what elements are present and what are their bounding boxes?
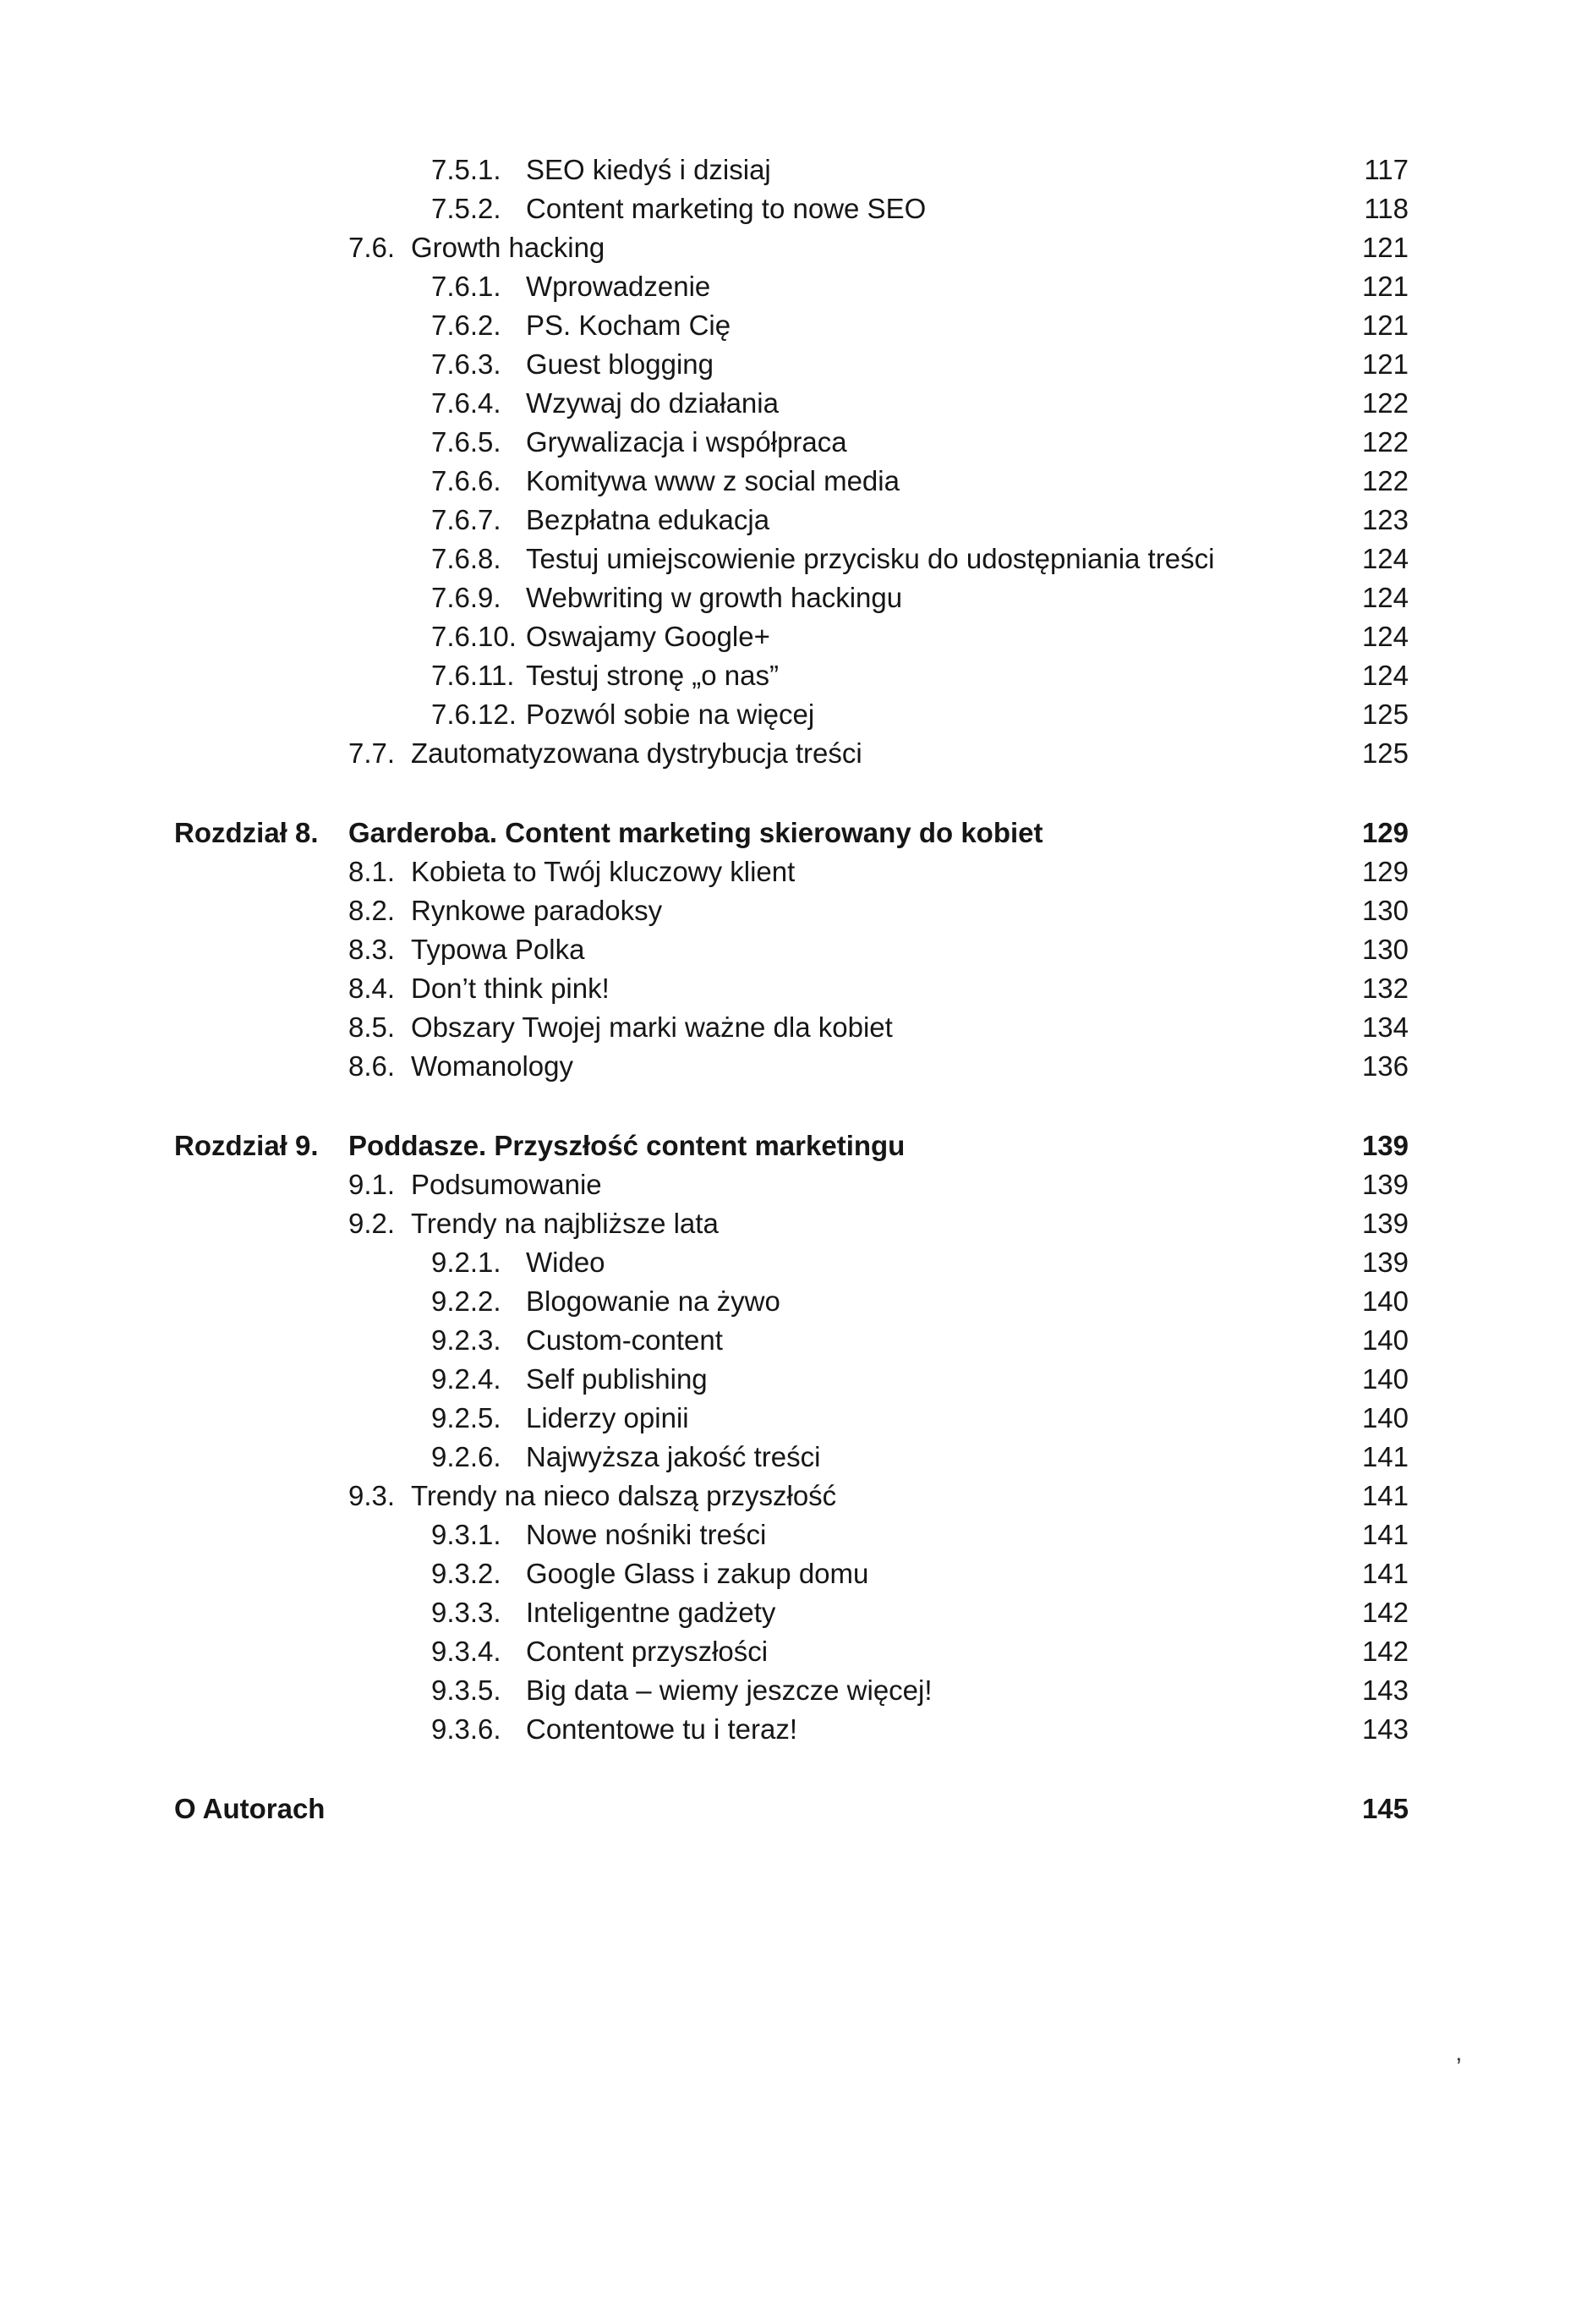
entry-number: 7.6.1. [431,271,501,302]
toc-row [174,1165,1409,1204]
entry-number: 9.2.5. [431,1402,501,1433]
entry-title: Grywalizacja i współpraca [526,426,847,458]
entry-number: 8.5. [348,1011,396,1043]
toc-row [174,1399,1409,1438]
entry-title: Liderzy opinii [526,1402,689,1433]
toc-row [174,1477,1409,1516]
toc-row [174,384,1409,423]
toc-row [174,734,1409,773]
toc-row [174,1321,1409,1360]
entry-page-number: 141 [1361,1519,1409,1550]
entry-title: Womanology [411,1050,573,1082]
toc-row [174,1438,1409,1477]
toc-row [174,1008,1409,1047]
toc-row [174,1126,1409,1165]
entry-page-number: 122 [1361,426,1409,458]
toc-row [174,151,1409,189]
entry-title: Typowa Polka [411,934,585,965]
entry-number: 7.6. [348,232,396,263]
entry-number: 9.3.1. [431,1519,501,1550]
entry-number: 9.3.2. [431,1558,501,1589]
toc-row [174,1204,1409,1243]
entry-number: 8.6. [348,1050,396,1082]
entry-number: 7.6.8. [431,543,501,574]
toc-row [174,501,1409,540]
entry-number: 9.3.5. [431,1674,501,1706]
entry-page-number: 122 [1361,387,1409,419]
entry-title: Contentowe tu i teraz! [526,1713,798,1745]
entry-number: 7.6.10. [431,621,517,652]
entry-number: 7.6.2. [431,310,501,341]
entry-title: Wideo [526,1247,605,1278]
stray-mark: ’ [1456,2053,1462,2081]
entry-title: Content marketing to nowe SEO [526,193,927,224]
entry-page-number: 140 [1361,1324,1409,1356]
entry-number: 7.6.12. [431,699,517,730]
toc-row [174,891,1409,930]
entry-page-number: 142 [1361,1597,1409,1628]
entry-number: 7.6.11. [431,660,515,691]
entry-page-number: 140 [1361,1285,1409,1317]
toc-row [174,930,1409,969]
entry-page-number: 121 [1361,310,1409,341]
entry-title: Big data – wiemy jeszcze więcej! [526,1674,933,1706]
entry-page-number: 124 [1361,543,1409,574]
entry-title: Webwriting w growth hackingu [526,582,903,613]
entry-number: 9.1. [348,1169,396,1200]
toc-row [174,1047,1409,1086]
entry-number: Rozdział 9. [174,1130,319,1161]
entry-title: Bezpłatna edukacja [526,504,770,535]
entry-number: 7.6.7. [431,504,501,535]
entry-title: Growth hacking [411,232,605,263]
entry-page-number: 125 [1361,737,1409,769]
entry-page-number: 142 [1361,1636,1409,1667]
entry-page-number: 139 [1361,1208,1409,1239]
entry-title: Testuj umiejscowienie przycisku do udostępniania treści [526,543,1215,574]
entry-page-number: 143 [1361,1713,1409,1745]
table-of-contents [174,151,1409,1828]
entry-page-number: 141 [1361,1441,1409,1472]
entry-page-number: 121 [1361,348,1409,380]
entry-title: Inteligentne gadżety [526,1597,776,1628]
entry-number: 7.6.9. [431,582,501,613]
entry-title: Testuj stronę „o nas” [526,660,779,691]
entry-number: 9.2.1. [431,1247,501,1278]
entry-page-number: 130 [1361,934,1409,965]
toc-row [174,578,1409,617]
entry-title: Content przyszłości [526,1636,769,1667]
entry-number: 7.7. [348,737,396,769]
entry-page-number: 124 [1361,621,1409,652]
entry-title: Nowe nośniki treści [526,1519,767,1550]
entry-number: 8.4. [348,973,396,1004]
toc-row [174,814,1409,852]
toc-row [174,189,1409,228]
toc-row [174,540,1409,578]
entry-page-number: 129 [1361,817,1409,848]
entry-title: Google Glass i zakup domu [526,1558,869,1589]
toc-row [174,969,1409,1008]
entry-number: 7.6.6. [431,465,501,496]
entry-title: Wzywaj do działania [526,387,779,419]
entry-number: 9.2.2. [431,1285,501,1317]
entry-page-number: 134 [1361,1011,1409,1043]
entry-number: 9.3.6. [431,1713,501,1745]
entry-page-number: 124 [1361,582,1409,613]
entry-page-number: 125 [1361,699,1409,730]
entry-title: Rynkowe paradoksy [411,895,663,926]
entry-title: PS. Kocham Cię [526,310,731,341]
entry-page-number: 117 [1364,154,1409,185]
entry-title: Guest blogging [526,348,714,380]
toc-row [174,852,1409,891]
entry-page-number: 139 [1361,1130,1409,1161]
entry-number: 9.3.4. [431,1636,501,1667]
entry-title: Don’t think pink! [411,973,610,1004]
toc-row [174,1593,1409,1632]
entry-title: Trendy na najbliższe lata [411,1208,719,1239]
entry-title: Obszary Twojej marki ważne dla kobiet [411,1011,893,1043]
toc-row [174,1554,1409,1593]
entry-title: Wprowadzenie [526,271,711,302]
toc-row [174,306,1409,345]
entry-page-number: 136 [1361,1050,1409,1082]
entry-title: Pozwól sobie na więcej [526,699,815,730]
entry-page-number: 143 [1361,1674,1409,1706]
entry-title: SEO kiedyś i dzisiaj [526,154,771,185]
entry-number: 9.2.6. [431,1441,501,1472]
entry-page-number: 141 [1361,1558,1409,1589]
entry-page-number: 141 [1361,1480,1409,1511]
entry-number: 9.3. [348,1480,396,1511]
entry-number: O Autorach [174,1793,326,1824]
entry-number: 7.6.3. [431,348,501,380]
entry-number: Rozdział 8. [174,817,319,848]
toc-row [174,423,1409,462]
toc-row [174,1360,1409,1399]
entry-page-number: 123 [1361,504,1409,535]
entry-page-number: 139 [1361,1247,1409,1278]
entry-number: 8.2. [348,895,396,926]
entry-page-number: 145 [1361,1793,1409,1824]
toc-row [174,1243,1409,1282]
entry-number: 7.6.5. [431,426,501,458]
toc-row [174,1790,1409,1828]
entry-title: Komitywa www z social media [526,465,900,496]
toc-row [174,1282,1409,1321]
entry-title: Podsumowanie [411,1169,602,1200]
entry-number: 9.2.4. [431,1363,501,1395]
entry-page-number: 118 [1364,193,1409,224]
entry-title: Oswajamy Google+ [526,621,770,652]
entry-title: Kobieta to Twój kluczowy klient [411,856,796,887]
toc-row [174,462,1409,501]
entry-number: 8.3. [348,934,396,965]
toc-row [174,1710,1409,1749]
entry-title: Najwyższa jakość treści [526,1441,821,1472]
entry-title: Poddasze. Przyszłość content marketingu [348,1130,906,1161]
toc-row [174,1671,1409,1710]
entry-page-number: 130 [1361,895,1409,926]
toc-row [174,617,1409,656]
toc-row [174,228,1409,267]
entry-number: 7.6.4. [431,387,501,419]
entry-page-number: 132 [1361,973,1409,1004]
entry-page-number: 124 [1361,660,1409,691]
entry-number: 8.1. [348,856,396,887]
entry-page-number: 121 [1361,232,1409,263]
entry-number: 9.2.3. [431,1324,501,1356]
toc-row [174,267,1409,306]
entry-title: Zautomatyzowana dystrybucja treści [411,737,862,769]
entry-title: Custom-content [526,1324,723,1356]
entry-title: Garderoba. Content marketing skierowany do kobiet [348,817,1043,848]
entry-page-number: 140 [1361,1363,1409,1395]
toc-row [174,656,1409,695]
entry-title: Blogowanie na żywo [526,1285,780,1317]
entry-number: 7.5.2. [431,193,501,224]
entry-page-number: 139 [1361,1169,1409,1200]
entry-number: 9.3.3. [431,1597,501,1628]
entry-number: 7.5.1. [431,154,501,185]
toc-row [174,345,1409,384]
entry-page-number: 129 [1361,856,1409,887]
entry-title: Self publishing [526,1363,708,1395]
entry-page-number: 121 [1361,271,1409,302]
toc-row [174,1516,1409,1554]
entry-title: Trendy na nieco dalszą przyszłość [411,1480,837,1511]
entry-page-number: 122 [1361,465,1409,496]
toc-row [174,1632,1409,1671]
entry-number: 9.2. [348,1208,396,1239]
entry-page-number: 140 [1361,1402,1409,1433]
toc-row [174,695,1409,734]
